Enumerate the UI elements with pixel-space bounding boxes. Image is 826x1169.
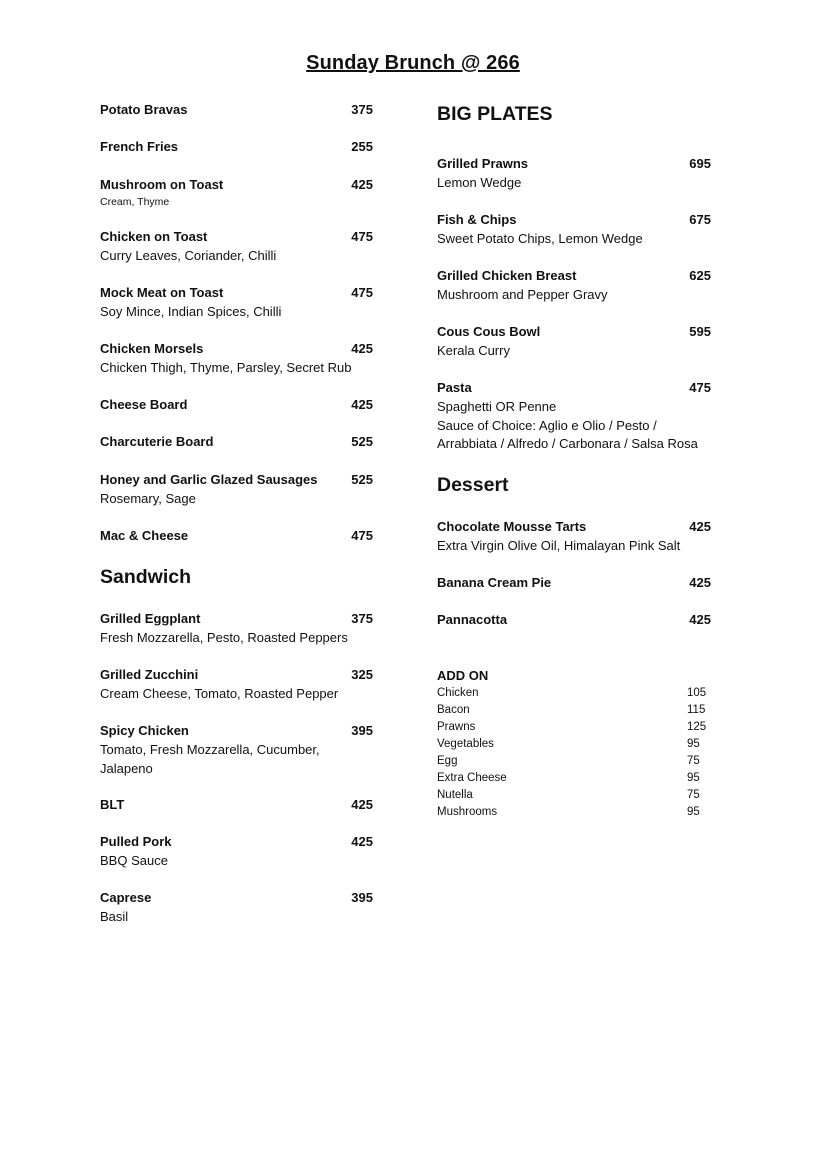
addon-name: Mushrooms [437, 806, 498, 818]
item-price: 595 [689, 324, 711, 339]
item-description: Tomato, Fresh Mozzarella, Cucumber, [100, 742, 320, 757]
item-price: 675 [689, 212, 711, 227]
item-description: Rosemary, Sage [100, 491, 196, 506]
item-description: Mushroom and Pepper Gravy [437, 287, 608, 302]
item-description: Kerala Curry [437, 343, 510, 358]
addon-price: 95 [687, 806, 700, 818]
menu-item [437, 575, 711, 593]
item-name: Grilled Chicken Breast [437, 268, 577, 283]
item-price: 425 [351, 834, 373, 849]
menu-item [437, 519, 711, 556]
item-name: Spicy Chicken [100, 723, 189, 738]
item-description: Extra Virgin Olive Oil, Himalayan Pink Salt [437, 538, 681, 553]
menu-item [437, 156, 711, 193]
menu-item [100, 834, 373, 871]
menu-item [437, 268, 711, 305]
item-description: Lemon Wedge [437, 175, 522, 190]
menu-item [100, 797, 373, 815]
addon-name: Nutella [437, 789, 473, 801]
item-price: 375 [351, 611, 373, 626]
item-description: Cream Cheese, Tomato, Roasted Pepper [100, 686, 339, 701]
item-name: Grilled Eggplant [100, 611, 201, 626]
item-name: Grilled Zucchini [100, 667, 199, 682]
menu-item [100, 139, 373, 157]
item-name: Cheese Board [100, 397, 188, 412]
menu-item [437, 324, 711, 361]
item-description: Soy Mince, Indian Spices, Chilli [100, 304, 282, 319]
menu-item [100, 229, 373, 266]
item-name: Fish & Chips [437, 212, 517, 227]
menu-item [437, 612, 711, 630]
item-price: 325 [351, 667, 373, 682]
item-price: 475 [689, 380, 711, 395]
addon-price: 75 [687, 755, 700, 767]
item-name: Grilled Prawns [437, 156, 529, 171]
menu-item [100, 611, 373, 648]
item-name: Pulled Pork [100, 834, 172, 849]
item-name: Chocolate Mousse Tarts [437, 519, 587, 534]
item-price: 695 [689, 156, 711, 171]
section-heading-big-plates: BIG PLATES [437, 103, 553, 125]
item-price: 425 [351, 797, 373, 812]
item-price: 525 [351, 472, 373, 487]
menu-item [100, 341, 373, 378]
item-price: 375 [351, 102, 373, 117]
menu-item [100, 285, 373, 322]
menu-item [437, 380, 711, 454]
item-name: Chicken on Toast [100, 229, 208, 244]
item-description: Cream, Thyme [100, 196, 170, 208]
addon-name: Vegetables [437, 738, 494, 750]
section-heading-sandwich: Sandwich [100, 566, 192, 588]
item-name: Honey and Garlic Glazed Sausages [100, 472, 318, 487]
menu-item [100, 434, 373, 452]
item-price: 475 [351, 528, 373, 543]
item-description: BBQ Sauce [100, 853, 168, 868]
item-price: 425 [689, 519, 711, 534]
item-price: 395 [351, 723, 373, 738]
addon-price: 115 [687, 704, 706, 716]
item-price: 425 [351, 177, 373, 192]
item-description: Fresh Mozzarella, Pesto, Roasted Peppers [100, 630, 348, 645]
section-heading-dessert: Dessert [437, 474, 509, 496]
item-price: 425 [689, 575, 711, 590]
menu-item [100, 528, 373, 546]
item-price: 395 [351, 890, 373, 905]
item-name: BLT [100, 797, 125, 812]
item-price: 425 [689, 612, 711, 627]
item-name: Mock Meat on Toast [100, 285, 224, 300]
item-description: Curry Leaves, Coriander, Chilli [100, 248, 277, 263]
addon-name: Egg [437, 755, 458, 767]
item-description: Sweet Potato Chips, Lemon Wedge [437, 231, 643, 246]
item-price: 255 [351, 139, 373, 154]
addon-price: 95 [687, 772, 700, 784]
item-price: 425 [351, 341, 373, 356]
item-description: Spaghetti OR Penne [437, 399, 557, 414]
menu-item [100, 890, 373, 927]
item-name: Banana Cream Pie [437, 575, 552, 590]
addon-price: 105 [687, 687, 707, 699]
item-name: French Fries [100, 139, 179, 154]
item-name: Chicken Morsels [100, 341, 204, 356]
addon-name: Bacon [437, 704, 470, 716]
item-description: Basil [100, 909, 129, 924]
section-heading-add-on: ADD ON [437, 668, 489, 683]
menu-item [100, 397, 373, 415]
item-name: Caprese [100, 890, 152, 905]
item-name: Mushroom on Toast [100, 177, 224, 192]
item-description-line2: Jalapeno [100, 760, 153, 776]
menu-item [100, 102, 373, 120]
menu-item [100, 177, 373, 209]
item-description-line3: Arrabbiata / Alfredo / Carbonara / Salsa Rosa [437, 436, 698, 451]
item-price: 475 [351, 229, 373, 244]
addon-name: Prawns [437, 721, 476, 733]
item-name: Mac & Cheese [100, 528, 189, 543]
item-description-line2: Sauce of Choice: Aglio e Olio / Pesto / [437, 417, 657, 433]
item-description: Chicken Thigh, Thyme, Parsley, Secret Rub [100, 360, 352, 375]
item-price: 625 [689, 268, 711, 283]
item-name: Potato Bravas [100, 102, 188, 117]
addon-name: Chicken [437, 687, 479, 699]
item-price: 475 [351, 285, 373, 300]
menu-item [100, 723, 373, 778]
menu-item [437, 212, 711, 249]
addon-price: 125 [687, 721, 707, 733]
addon-price: 75 [687, 789, 700, 801]
addon-price: 95 [687, 738, 700, 750]
item-name: Pannacotta [437, 612, 508, 627]
addon-name: Extra Cheese [437, 772, 507, 784]
item-name: Cous Cous Bowl [437, 324, 541, 339]
item-name: Pasta [437, 380, 472, 395]
menu-item [100, 472, 373, 509]
item-price: 525 [351, 434, 373, 449]
item-price: 425 [351, 397, 373, 412]
menu-title: Sunday Brunch @ 266 [306, 52, 520, 74]
menu-item [100, 667, 373, 704]
item-name: Charcuterie Board [100, 434, 214, 449]
